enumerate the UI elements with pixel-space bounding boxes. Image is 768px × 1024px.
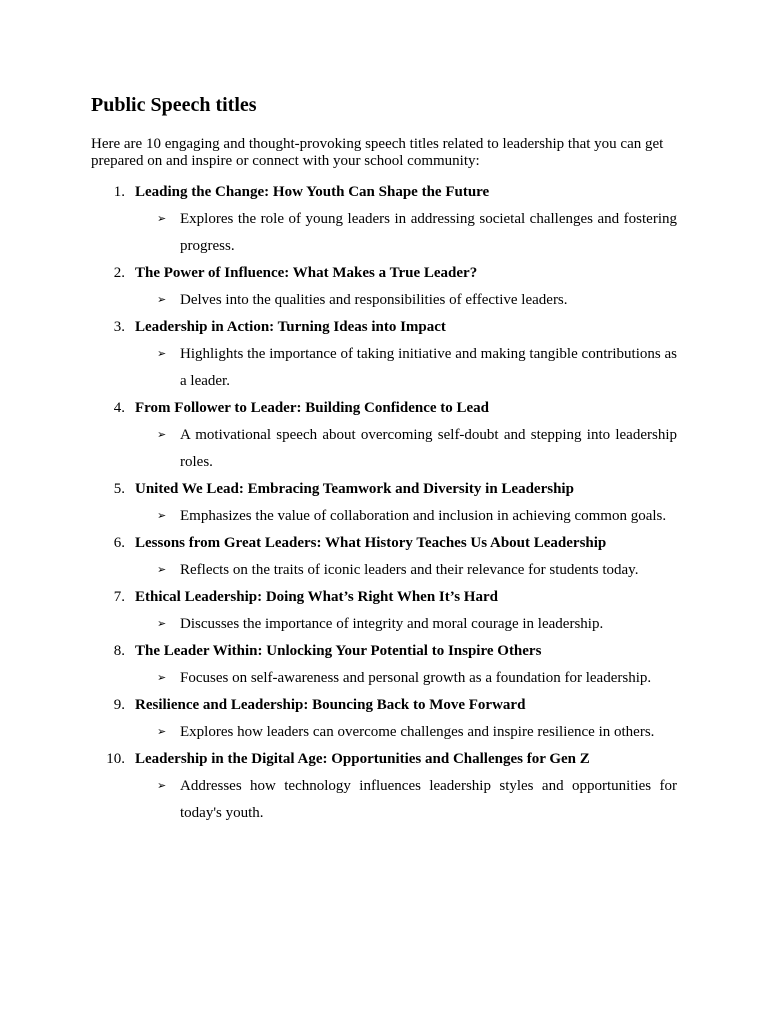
speech-title-row [91,746,677,773]
speech-title-row [91,314,677,341]
speech-description: Explores the role of young leaders in addressing societal challenges and fostering progress. [180,211,677,254]
speech-title: The Power of Influence: What Makes a True Leader? [135,265,478,281]
speech-description-row [91,503,677,530]
speech-description: Reflects on the traits of iconic leaders and their relevance for students today. [180,562,639,578]
speech-title-row [91,395,677,422]
speech-title: Leading the Change: How Youth Can Shape the Future [135,184,490,200]
speech-title-row [91,638,677,665]
arrowhead-bullet-icon: ➢ [157,780,167,792]
document-page [91,92,677,827]
speech-title-row [91,530,677,557]
item-number: 4. [113,400,125,416]
list-item [91,746,677,827]
arrowhead-bullet-icon: ➢ [157,213,167,225]
speech-description-row [91,287,677,314]
list-item [91,638,677,692]
item-number: 2. [113,265,125,281]
speech-title: Ethical Leadership: Doing What’s Right When It’s Hard [135,589,498,605]
speech-title: Leadership in Action: Turning Ideas into Impact [135,319,446,335]
speech-title: United We Lead: Embracing Teamwork and Diversity in Leadership [135,481,574,497]
speech-title-row [91,692,677,719]
speech-description-row [91,719,677,746]
speech-description: Highlights the importance of taking initiative and making tangible contributions as a leader. [180,346,677,389]
speech-description-row [91,665,677,692]
speech-title: Lessons from Great Leaders: What History Teaches Us About Leadership [135,535,607,551]
arrowhead-bullet-icon: ➢ [157,564,167,576]
speech-description-row [91,206,677,260]
intro-paragraph: Here are 10 engaging and thought-provoking speech titles related to leadership that you can get prepared on and inspire or connect with your school community: [91,136,664,169]
speech-title: From Follower to Leader: Building Confidence to Lead [135,400,490,416]
item-number: 7. [113,589,125,605]
arrowhead-bullet-icon: ➢ [157,726,167,738]
speech-title: The Leader Within: Unlocking Your Potential to Inspire Others [135,643,542,659]
item-number: 9. [113,697,125,713]
speech-description: Delves into the qualities and responsibilities of effective leaders. [180,292,568,308]
speech-description: Addresses how technology influences leadership styles and opportunities for today's youth. [180,778,677,821]
arrowhead-bullet-icon: ➢ [157,348,167,360]
speech-description-row [91,773,677,827]
list-item [91,395,677,476]
item-number: 10. [106,751,125,767]
speech-title: Leadership in the Digital Age: Opportunities and Challenges for Gen Z [135,751,590,767]
item-number: 5. [113,481,125,497]
item-number: 8. [113,643,125,659]
speech-description: Focuses on self-awareness and personal growth as a foundation for leadership. [180,670,652,686]
item-number: 6. [113,535,125,551]
speech-description: Explores how leaders can overcome challenges and inspire resilience in others. [180,724,655,740]
speech-description-row [91,422,677,476]
speech-description: Emphasizes the value of collaboration and inclusion in achieving common goals. [180,508,667,524]
page-title: Public Speech titles [91,94,257,116]
item-number: 1. [113,184,125,200]
list-item [91,314,677,395]
speech-title-row [91,584,677,611]
list-item [91,584,677,638]
list-item [91,530,677,584]
speech-description: Discusses the importance of integrity and moral courage in leadership. [180,616,604,632]
speech-description-row [91,341,677,395]
list-item [91,692,677,746]
speech-title: Resilience and Leadership: Bouncing Back to Move Forward [135,697,526,713]
speech-title-row [91,179,677,206]
arrowhead-bullet-icon: ➢ [157,510,167,522]
arrowhead-bullet-icon: ➢ [157,672,167,684]
speech-title-row [91,260,677,287]
speech-description-row [91,611,677,638]
arrowhead-bullet-icon: ➢ [157,294,167,306]
speech-description-row [91,557,677,584]
list-item [91,179,677,260]
arrowhead-bullet-icon: ➢ [157,618,167,630]
list-item [91,476,677,530]
speech-title-list [91,179,677,827]
speech-description: A motivational speech about overcoming self-doubt and stepping into leadership roles. [180,427,677,470]
item-number: 3. [113,319,125,335]
list-item [91,260,677,314]
arrowhead-bullet-icon: ➢ [157,429,167,441]
speech-title-row [91,476,677,503]
